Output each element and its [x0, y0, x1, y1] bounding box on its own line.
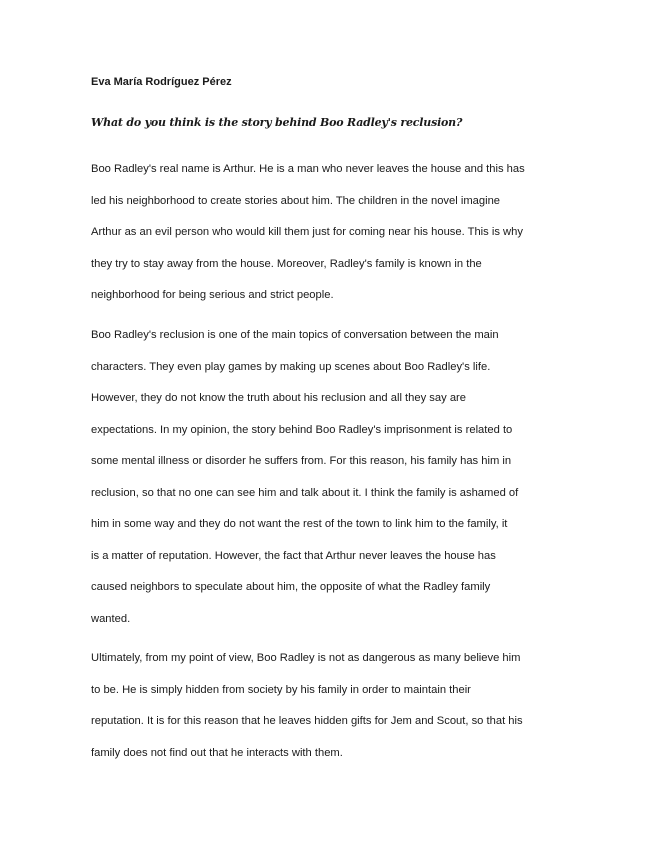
paragraph-line: to be. He is simply hidden from society by his family in order to maintain their [91, 683, 471, 696]
paragraph-line: Arthur as an evil person who would kill them just for coming near his house. This is why [91, 226, 523, 238]
paragraph-line: expectations. In my opinion, the story behind Boo Radley's imprisonment is related to [91, 423, 513, 436]
author-name: Eva María Rodríguez Pérez [91, 76, 232, 88]
paragraph-line: caused neighbors to speculate about him, the opposite of what the Radley family [91, 581, 491, 593]
paragraph-line: reclusion, so that no one can see him and talk about it. I think the family is ashamed of [91, 486, 519, 499]
paragraph-2 [91, 326, 571, 641]
paragraph-line: they try to stay away from the house. Moreover, Radley's family is known in the [91, 257, 482, 270]
paragraph-line: Ultimately, from my point of view, Boo Radley is not as dangerous as many believe him [91, 652, 521, 664]
paragraph-line: is a matter of reputation. However, the fact that Arthur never leaves the house has [91, 549, 496, 562]
paragraph-line: characters. They even play games by making up scenes about Boo Radley's life. [91, 360, 491, 373]
paragraph-line: wanted. [91, 612, 131, 625]
paragraph-line: neighborhood for being serious and strict people. [91, 289, 334, 301]
paragraph-line: led his neighborhood to create stories about him. The children in the novel imagine [91, 194, 501, 207]
paragraph-line: him in some way and they do not want the rest of the town to link him to the family, it [91, 518, 508, 530]
paragraph-line: Boo Radley's real name is Arthur. He is a man who never leaves the house and this has [91, 163, 525, 175]
essay-title: What do you think is the story behind Boo Radley's reclusion? [91, 116, 463, 129]
paragraph-line: some mental illness or disorder he suffers from. For this reason, his family has him in [91, 455, 512, 467]
paragraph-line: reputation. It is for this reason that he leaves hidden gifts for Jem and Scout, so that his [91, 715, 523, 727]
paragraph-1 [91, 160, 571, 318]
paragraph-line: Boo Radley's reclusion is one of the main topics of conversation between the main [91, 329, 499, 341]
paragraph-line: family does not find out that he interacts with them. [91, 746, 343, 759]
paragraph-3 [91, 649, 571, 775]
paragraph-line: However, they do not know the truth about his reclusion and all they say are [91, 392, 466, 404]
